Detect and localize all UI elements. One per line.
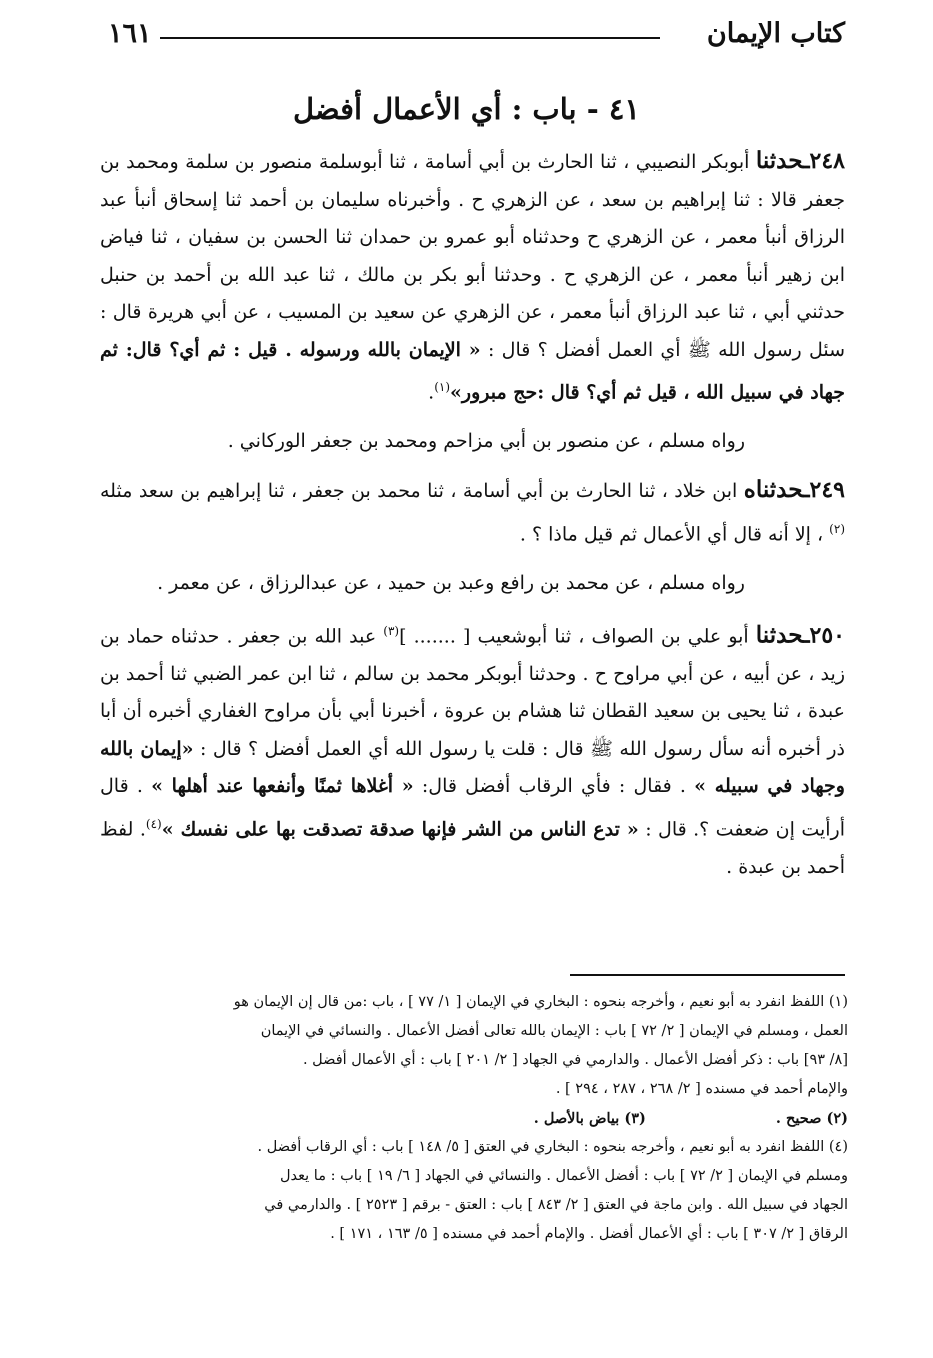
- page-number: ١٦١: [108, 18, 152, 49]
- footnote-1-line: والإمام أحمد في مسنده [ ٢/ ٢٦٨ ، ٢٨٧ ، ٢٩٤ ] .: [555, 1081, 848, 1097]
- hadith-249: [100, 471, 845, 553]
- footnote-1-line: (١) اللفظ انفرد به أبو نعيم ، وأخرجه بنحوه : البخاري في الإيمان [ ١/ ٧٧ ] ، باب :من قال إن الإيمان هو: [233, 994, 848, 1010]
- hadith-248: [100, 142, 845, 412]
- page-header: [108, 18, 845, 58]
- footnote-ref: (١): [434, 380, 451, 394]
- footnote-4-line: (٤) اللفظ انفرد به أبو نعيم ، وأخرجه بنحوه : البخاري في العتق [ ٥/ ١٤٨ ] باب : أي الرقاب أفضل .: [257, 1139, 848, 1155]
- narration-note-1: رواه مسلم ، عن منصور بن أبي مزاحم ومحمد بن جعفر الوركاني .: [227, 429, 745, 452]
- hadith-end: .: [428, 381, 435, 404]
- header-rule: [160, 37, 660, 39]
- hadith-quote-3: « تدع الناس من الشر فإنها صدقة تصدقت بها على نفسك »: [161, 818, 639, 841]
- hadith-number: ٢٤٨ـ: [803, 148, 845, 174]
- hadith-quote-1: «إيمان بالله وجهاد في سبيله »: [100, 737, 845, 798]
- footnote-2: (٢) صحيح .: [775, 1110, 848, 1127]
- hadith-opener: حدثنا: [755, 147, 804, 174]
- footnotes-2-3: [100, 1104, 848, 1133]
- footnote-3: (٣) بياض بالأصل .: [533, 1110, 646, 1127]
- hadith-text: ابن خلاد ، ثنا الحارث بن أبي أسامة ، ثنا محمد بن جعفر ، ثنا إبراهيم بن سعد مثله: [100, 480, 738, 503]
- hadith-end: ، إلا أنه قال أي الأعمال ثم قيل ماذا ؟ .: [519, 523, 824, 546]
- footnote-4-line: ومسلم في الإيمان [ ٢/ ٧٢ ] باب : أفضل الأعمال . والنسائي في الجهاد [ ٦/ ١٩ ] باب : ما يعدل: [280, 1168, 848, 1184]
- hadith-text-before: أبو علي بن الصواف ، ثنا أبوشعيب [ ....... ]: [399, 625, 749, 648]
- footnote-1-line: العمل ، ومسلم في الإيمان [ ٢/ ٧٢ ] باب : الإيمان بالله تعالى أفضل الأعمال . والنسائي في الإيمان: [260, 1023, 848, 1039]
- footnotes: [100, 988, 848, 1249]
- running-title: كتاب الإيمان: [706, 18, 845, 49]
- footnote-1-line: [٨/ ٩٣] باب : ذكر أفضل الأعمال . والدارمي في الجهاد [ ٢/ ٢٠١ ] باب : أي الأعمال أفضل .: [302, 1052, 848, 1068]
- hadith-text: أبوبكر النصيبي ، ثنا الحارث بن أبي أسامة ، ثنا أبوسلمة منصور بن سلمة ومحمد بن جعفر قالا : ثنا إبراهيم بن سعد ، عن الزهري ح . وأخبرناه سليمان بن أحمد ثنا إسحاق أنبأ عبد الرزاق أنبأ معمر ، عن الزهري ح وحدثناه أبو عمرو بن حمدان ثنا الحسن بن سفيان ، ثنا فياض ابن زهير أنبأ معمر ، عن الزهري ح . وحدثنا أبو بكر بن مالك ، ثنا عبد الله بن أحمد بن حنبل حدثني أبي ، ثنا عبد الرزاق أنبأ معمر ، عن الزهري عن سعيد بن المسيب ، عن أبي هريرة قال : سئل رسول الله ﷺ أي العمل أفضل ؟ قال :: [100, 151, 845, 361]
- narration-note-2: رواه مسلم ، عن محمد بن رافع وعبد بن حميد ، عن عبدالرزاق ، عن معمر .: [157, 571, 745, 594]
- hadith-mid-2: . قال أرأيت إن ضعفت ؟. قال :: [100, 775, 845, 841]
- footnote-4-line: الرقاق [ ٢/ ٣٠٧ ] باب : أي الأعمال أفضل . والإمام أحمد في مسنده [ ٥/ ١٦٣ ، ١٧١ ] .: [330, 1226, 848, 1242]
- footnote-separator: [570, 974, 845, 976]
- footnote-4-line: الجهاد في سبيل الله . وابن ماجة في العتق [ ٢/ ٨٤٣ ] باب : العتق - برقم [ ٢٥٢٣ ] . والدارمي في: [264, 1197, 848, 1213]
- hadith-opener: حدثنا: [755, 621, 804, 649]
- hadith-number: ٢٥٠ـ: [803, 622, 845, 649]
- footnote-ref-2: (٤): [145, 816, 162, 831]
- footnote-ref: (٢): [829, 521, 845, 536]
- hadith-number: ٢٤٩ـ: [803, 477, 845, 504]
- main-text: [100, 142, 845, 897]
- hadith-mid-1: . فقال : فأي الرقاب أفضل قال:: [421, 775, 686, 798]
- chapter-title: ٤١ - باب : أي الأعمال أفضل: [292, 92, 641, 126]
- hadith-text: عبد الله بن جعفر . حدثناه حماد بن زيد ، عن أبيه ، عن أبي مراوح ح . وحدثنا أبوبكر محمد بن سالم ، ثنا ابن عمر الضبي ثنا أحمد بن عبدة ، ثنا يحيى بن سعيد القطان ثنا هشام بن عروة ، أخبرنا أبي بأن مراوح الغفاري أخبره أن أبا ذر أخبره أنه سأل رسول الله ﷺ قال : قلت يا رسول الله أي العمل أفضل ؟ قال :: [100, 625, 845, 760]
- hadith-opener: حدثناه: [743, 476, 804, 504]
- hadith-end: . لفظ أحمد بن عبدة .: [100, 818, 845, 878]
- footnote-ref: (٣): [383, 624, 400, 639]
- hadith-quote-2: « أغلاها ثمنًا وأنفعها عند أهلها »: [151, 775, 414, 798]
- hadith-250: [100, 613, 845, 886]
- hadith-quote: « الإيمان بالله ورسوله . قيل : ثم أي؟ قال: ثم جهاد في سبيل الله ، قيل ثم أي؟ قال :حج مبرور»: [100, 338, 845, 404]
